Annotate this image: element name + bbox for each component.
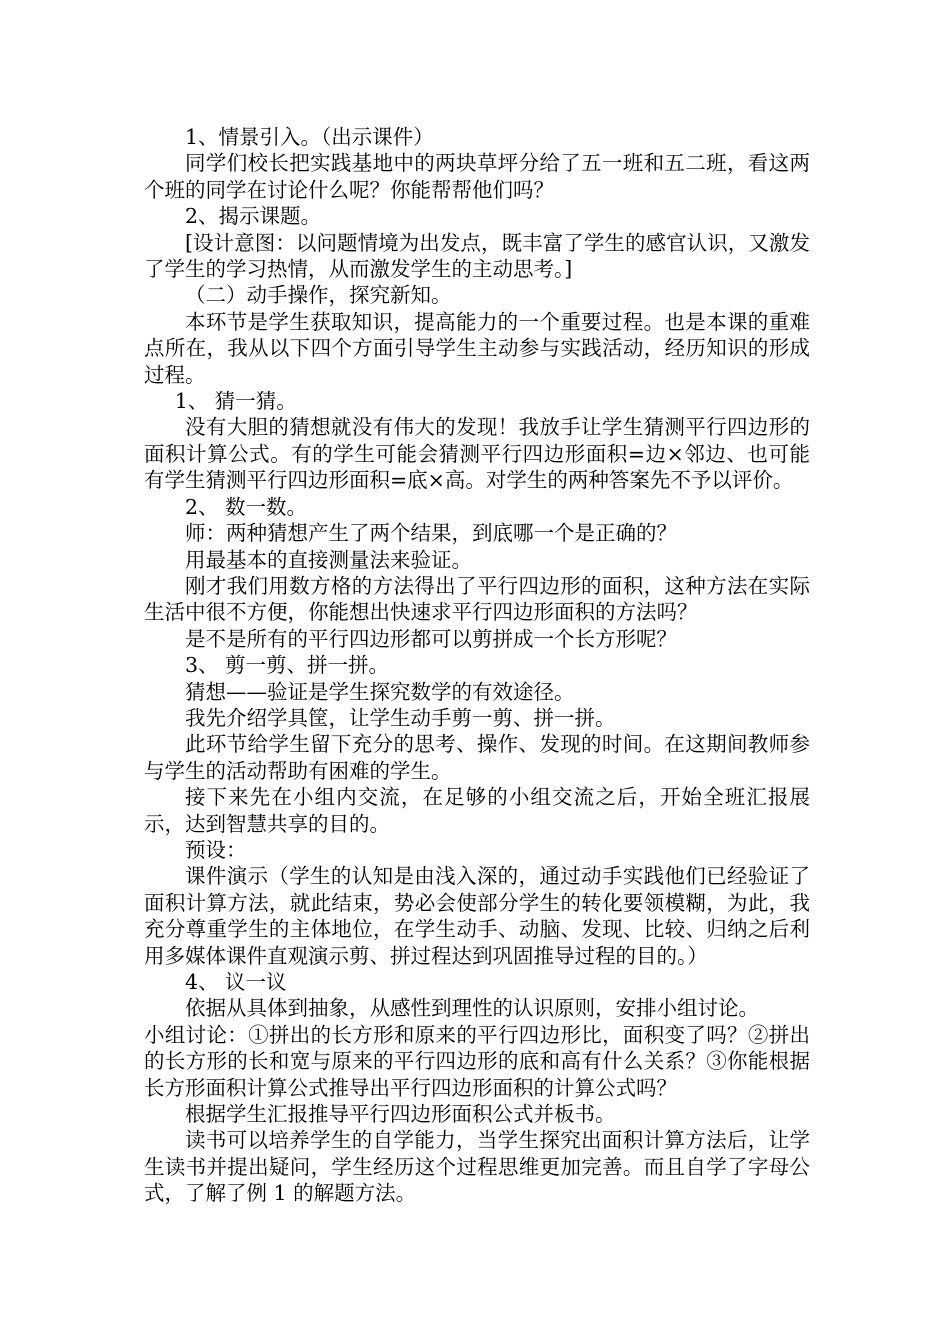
paragraph: 没有大胆的猜想就没有伟大的发现！我放手让学生猜测平行四边形的面积计算公式。有的学生可能会猜测平行四边形面积=边×邻边、也可能有学生猜测平行四边形面积=底×高。对学生的两种答案先不予以评价。	[144, 415, 810, 493]
paragraph: 同学们校长把实践基地中的两块草坪分给了五一班和五二班，看这两个班的同学在讨论什么呢？你能帮帮他们吗？	[144, 151, 810, 202]
step-heading: 3、 剪一剪、拼一拼。	[185, 653, 390, 678]
paragraph: 预设：	[185, 837, 247, 862]
section-heading: （二）动手操作，探究新知。	[185, 283, 452, 308]
paragraph: 此环节给学生留下充分的思考、操作、发现的时间。在这期间教师参与学生的活动帮助有困难的学生。	[144, 732, 810, 783]
paragraph: 是不是所有的平行四边形都可以剪拼成一个长方形呢？	[185, 626, 677, 651]
paragraph: 我先介绍学具筐，让学生动手剪一剪、拼一拼。	[185, 705, 616, 730]
paragraph: 小组讨论：①拼出的长方形和原来的平行四边形比，面积变了吗？②拼出的长方形的长和宽与原来的平行四边形的底和高有什么关系？③你能根据长方形面积计算公式推导出平行四边形面积的计算公式吗？	[144, 1022, 810, 1100]
paragraph: 师：两种猜想产生了两个结果，到底哪一个是正确的？	[185, 521, 677, 546]
paragraph: 猜想——验证是学生探究数学的有效途径。	[185, 679, 575, 704]
paragraph: [设计意图：以问题情境为出发点，既丰富了学生的感官认识，又激发了学生的学习热情，从而激发学生的主动思考。]	[144, 230, 810, 282]
paragraph: 本环节是学生获取知识，提高能力的一个重要过程。也是本课的重难点所在，我从以下四个方面引导学生主动参与实践活动，经历知识的形成过程。	[144, 309, 810, 387]
paragraph: 1、情景引入。（出示课件）	[185, 125, 434, 149]
paragraph: 接下来先在小组内交流，在足够的小组交流之后，开始全班汇报展示，达到智慧共享的目的。	[144, 785, 810, 836]
paragraph: 依据从具体到抽象，从感性到理性的认识原则，安排小组讨论。	[185, 996, 759, 1021]
paragraph: 2、揭示课题。	[185, 204, 322, 229]
paragraph: 用最基本的直接测量法来验证。	[185, 547, 472, 572]
step-heading: 2、 数一数。	[185, 494, 308, 519]
paragraph: 刚才我们用数方格的方法得出了平行四边形的面积，这种方法在实际生活中很不方便，你能想出快速求平行四边形面积的方法吗？	[144, 573, 810, 625]
document-body	[144, 124, 810, 1207]
paragraph: 读书可以培养学生的自学能力，当学生探究出面积计算方法后，让学生读书并提出疑问，学生经历这个过程思维更加完善。而且自学了字母公式，了解了例 1 的解题方法。	[144, 1128, 810, 1206]
step-heading: 1、 猜一猜。	[174, 389, 297, 414]
paragraph: 根据学生汇报推导平行四边形面积公式并板书。	[185, 1102, 616, 1127]
paragraph: 课件演示（学生的认知是由浅入深的，通过动手实践他们已经验证了面积计算方法，就此结束，势必会使部分学生的转化要领模糊，为此，我充分尊重学生的主体地位，在学生动手、动脑、发现、比较、归纳之后利用多媒体课件直观演示剪、拼过程达到巩固推导过程的目的。）	[144, 864, 810, 968]
step-heading: 4、 议一议	[185, 970, 287, 994]
